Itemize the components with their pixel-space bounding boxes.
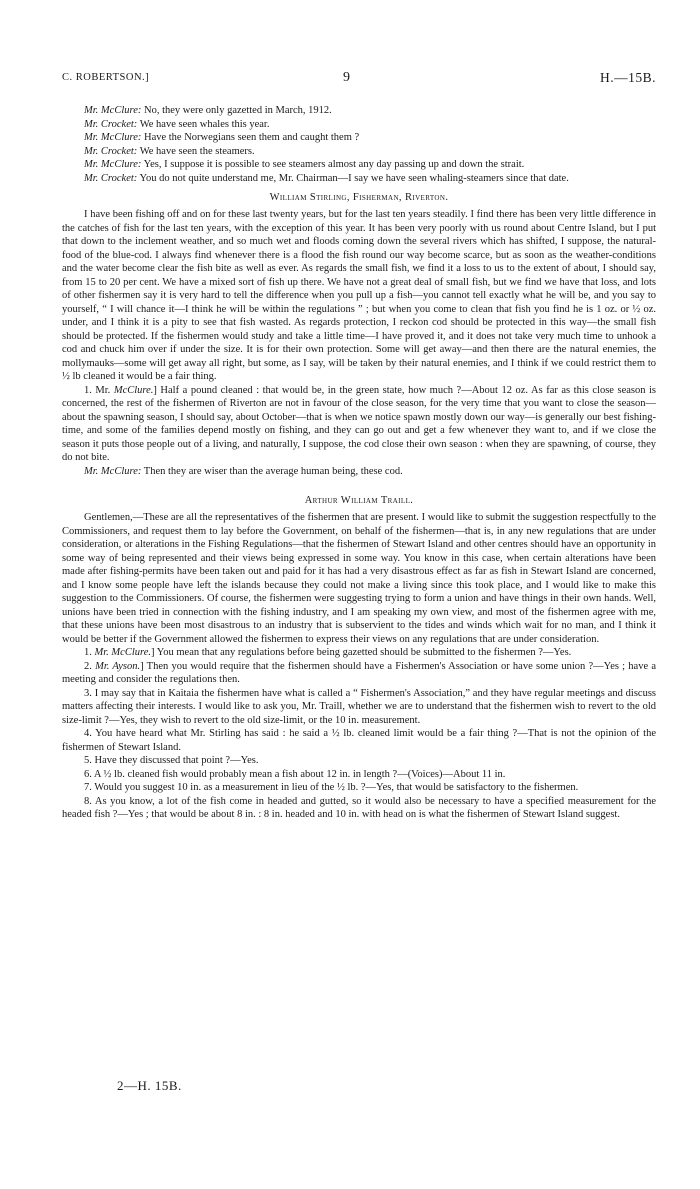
answer-text: ] Half a pound cleaned : that would be, in the green state, how much ?—About 12 oz. As far as this close season is concerned, the rest of the fishermen of Riverton are not in favour of the close season, for the very time that you want to close the season—about the spawning season, I should say, about October—that is when we notice spawn mostly down our way—is generally our best fishing-time, and some of the families depend mostly on fishing, and they can go out and get a few whenever they want to, and if we close the season it puts those people out of a living, and naturally, I suppose, the cod close their own season : when they are spawning, of course, they do not bite. — [62, 384, 657, 463]
header-author: C. ROBERTSON.] — [62, 72, 150, 83]
question-answer — [62, 781, 656, 795]
speaker: Mr. McClure: — [84, 132, 142, 143]
speaker: Mr. Crocket: — [84, 145, 138, 157]
question-answer — [62, 660, 656, 687]
question-answer — [62, 754, 656, 768]
answer-text: 5. Have they discussed that point ?—Yes. — [84, 755, 259, 766]
page-number: 9 — [343, 70, 350, 85]
line-text: Then they are wiser than the average human being, these cod. — [143, 465, 403, 477]
line-text: You do not quite understand me, Mr. Chairman—I say we have seen whaling-steamers since that date. — [139, 172, 569, 184]
dialogue-line — [62, 465, 656, 479]
dialogue-line — [62, 145, 656, 159]
question-number: 1. Mr. — [84, 384, 111, 396]
question-answer — [62, 768, 656, 782]
line-text: We have seen the steamers. — [139, 145, 255, 157]
answer-text: ] Then you would require that the fishermen should have a Fishermen's Association or have some union ?—Yes ; have a meeting and consider the regulations then. — [62, 660, 657, 685]
question-number: 2. — [84, 660, 96, 672]
line-text: No, they were only gazetted in March, 1912. — [143, 105, 332, 116]
speaker: Mr. Crocket: — [84, 172, 138, 184]
page-header — [62, 70, 656, 90]
speaker: Mr. McClure: — [84, 159, 142, 170]
line-text: Have the Norwegians seen them and caught them ? — [143, 132, 360, 143]
question-answer — [62, 727, 656, 754]
document-reference: H.—15B. — [599, 70, 656, 85]
speaker: Mr. McClure. — [94, 647, 151, 658]
line-text: Yes, I suppose it is possible to see steamers almost any day passing up and down the strait. — [143, 159, 525, 170]
dialogue-line — [62, 104, 656, 118]
answer-text: 6. A ½ lb. cleaned fish would probably mean a fish about 12 in. in length ?—(Voices)—About 11 in. — [84, 768, 506, 780]
dialogue-line — [62, 172, 656, 186]
answer-text: ] You mean that any regulations before being gazetted should be submitted to the fishermen ?—Yes. — [150, 647, 572, 658]
witness-statement: Gentlemen,—These are all the representatives of the fishermen that are present. I would like to submit the suggestion respectfully to the Commissioners, and request them to lay before the Government, on behalf of the fishermen—that is, in any new regulations that are under consideration, or alterations in the Fishing Regulations—that the fishermen of Stewart Island and other centres should have an opportunity in some way of being represented and their views being expressed in some way. You know in this case, when certain alterations have been made after fishing-permits have been taken out and paid for it has had a very disastrous effect as far as fish in Stewart Island are concerned, and I know some people have left the islands because they could not make a living since this took place, and I would like to make this suggestion to the Commissioners. Of course, the fishermen were suggesting trying to form a union and have things in their own hands. Well, unions have been tried in connection with the fishing industry, and I am speaking my own view, and most of the fishermen agree with me, that these unions have been most disastrous to an industry that is subservient to the tides and winds which wait for no man, and I think it would be better if the Government allowed the fishermen to express their views on any regulations that are under consideration. — [62, 512, 656, 645]
speaker: Mr. McClure: — [84, 105, 142, 116]
question-answer — [62, 795, 656, 822]
answer-text: 4. You have heard what Mr. Stirling has said : he said a ½ lb. cleaned limit would be a fair thing ?—That is not the opinion of the fishermen of Stewart Island. — [62, 728, 656, 753]
question-answer — [62, 687, 656, 728]
answer-text: 3. I may say that in Kaitaia the fishermen have what is called a “ Fishermen's Association,” and they have regular meetings and discuss matters affecting their interests. I would like to ask you, Mr. Traill, whether we are to understand that the fishermen wish to revert to the old size-limit ?—Yes, they wish to revert to the old size-limit, or the 10 in. measurement. — [62, 687, 656, 726]
section-gap — [62, 478, 656, 488]
dialogue-line — [62, 158, 656, 172]
question-answer — [62, 384, 656, 465]
witness-heading: William Stirling, Fisherman, Riverton. — [269, 192, 449, 203]
question-answer — [62, 646, 656, 660]
witness-heading: Arthur William Traill. — [304, 495, 414, 506]
answer-text: 8. As you know, a lot of the fish come in headed and gutted, so it would also be necessary to have a specified measurement for the headed fish ?—Yes ; that would be about 8 in. : 8 in. headed and 10 in. with head on is what the fishermen of Stewart Island suggest. — [62, 795, 656, 820]
page-body — [62, 104, 656, 822]
speaker: Mr. McClure: — [84, 465, 142, 477]
signature-mark: 2—H. 15B. — [117, 1078, 182, 1093]
dialogue-line — [62, 118, 656, 132]
question-number: 1. — [84, 647, 95, 658]
line-text: We have seen whales this year. — [139, 118, 270, 130]
speaker: Mr. Ayson. — [95, 660, 141, 672]
answer-text: 7. Would you suggest 10 in. as a measurement in lieu of the ½ lb. ?—Yes, that would be satisfactory to the fishermen. — [84, 782, 579, 793]
dialogue-block — [62, 104, 656, 185]
witness-statement: I have been fishing off and on for these last twenty years, but for the last ten years steadily. I find there has been very little difference in the catches of fish for the last ten years, with the exception of this year. It has been very poorly with us round about Centre Island, but I put that down to the inclement weather, and so much wet and floods coming down the several rivers which has shifted, I suppose, the natural-food of the blue-cod. I always find whenever there is a flood the fish round our way become scarce, but as soon as the weather-conditions and the water become clear the fish bite as well as ever. As regards the small fish, we find it a loss to us to the extent of about, I should say, from 15 to 20 per cent. We have a mixed sort of fish up there. We have not a great deal of small fish, but we find we have that loss, and lots of other fishermen say it is very hard to tell the difference when you pull up a fish—you cannot tell exactly what he will be, and you say to yourself, “ I will chance it—I think he will be within the regulations ” ; but when you come to clean that fish you find he is 1 oz. or ½ oz. under, and I think it is a pity to see that fish wasted. As regards protection, I reckon cod should be protected in this way—the small fish should be protected. If the fishermen would study and take a little time—I have proved it, and it does not take very much time to unhook a cod and chuck him over if under the size. It is for their own protection. Some will get away—and then there are the natural enemies, the mollymauks—some will get away all right, but some, as I say, will be taken by their natural enemies, and I think if we could restrict them to ½ lb cleaned it would be a fair thing. — [62, 209, 656, 382]
speaker: McClure. — [113, 384, 154, 396]
speaker: Mr. Crocket: — [84, 118, 138, 130]
dialogue-line — [62, 131, 656, 145]
